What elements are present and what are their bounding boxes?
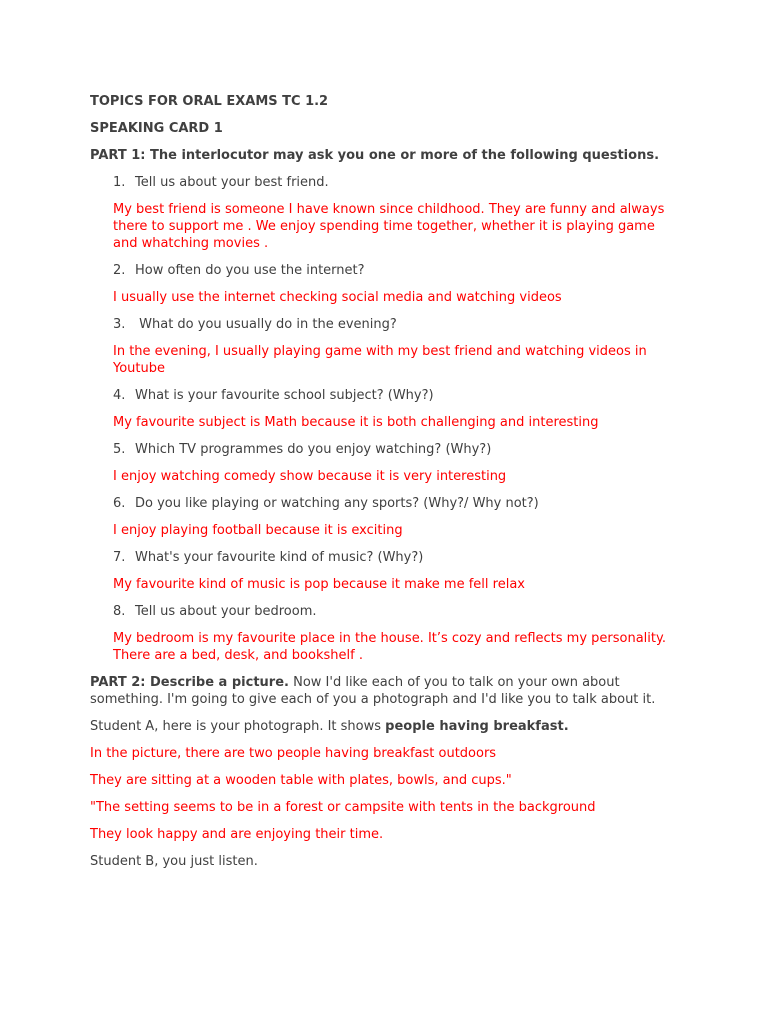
question-text (90, 387, 680, 404)
question-text (90, 316, 680, 333)
picture-answer-1: In the picture, there are two people having breakfast outdoors (90, 746, 497, 761)
question-7 (90, 549, 680, 593)
question-label: Do you like playing or watching any sports? (Why?/ Why not?) (135, 496, 539, 511)
part2-paragraph (90, 674, 680, 708)
answer-text: In the evening, I usually playing game with my best friend and watching videos in Youtube (113, 344, 647, 376)
student-a-instruction (90, 718, 680, 735)
question-label: What do you usually do in the evening? (135, 317, 397, 332)
answer-text: My bedroom is my favourite place in the house. It’s cozy and reflects my personality. There are a bed, desk, and bookshelf . (113, 631, 666, 663)
answer-text: I enjoy playing football because it is exciting (113, 523, 403, 538)
question-number: 1. (113, 175, 126, 190)
document-title: TOPICS FOR ORAL EXAMS TC 1.2 (90, 94, 329, 109)
document-page (90, 93, 680, 880)
picture-answer-4: They look happy and are enjoying their time. (90, 827, 384, 842)
student-a-text: Student A, here is your photograph. It shows (90, 719, 386, 734)
part2-text: Now I'd like each of you to talk on your own about something. I'm going to give each of you a photograph and I'd like you to talk about it. (90, 675, 656, 707)
question-number: 4. (113, 388, 126, 403)
question-number: 7. (113, 550, 126, 565)
student-b-instruction: Student B, you just listen. (90, 854, 258, 869)
question-8 (90, 603, 680, 664)
question-1 (90, 174, 680, 252)
student-a-topic: people having breakfast. (385, 719, 569, 734)
question-label: Tell us about your bedroom. (135, 604, 317, 619)
question-label: Tell us about your best friend. (135, 175, 329, 190)
question-4 (90, 387, 680, 431)
question-number: 8. (113, 604, 126, 619)
answer-text: I enjoy watching comedy show because it is very interesting (113, 469, 507, 484)
question-text (90, 603, 680, 620)
question-label: What is your favourite school subject? (Why?) (135, 388, 434, 403)
question-5 (90, 441, 680, 485)
question-label: What's your favourite kind of music? (Why?) (135, 550, 424, 565)
question-3 (90, 316, 680, 377)
question-number: 5. (113, 442, 126, 457)
question-label: Which TV programmes do you enjoy watching? (Why?) (135, 442, 492, 457)
question-text (90, 441, 680, 458)
answer-text: I usually use the internet checking social media and watching videos (113, 290, 562, 305)
question-number: 6. (113, 496, 126, 511)
question-text (90, 495, 680, 512)
picture-answer-2: They are sitting at a wooden table with plates, bowls, and cups." (90, 773, 512, 788)
question-6 (90, 495, 680, 539)
part2-label: PART 2: Describe a picture. (90, 675, 289, 690)
picture-answer-3: "The setting seems to be in a forest or campsite with tents in the background (90, 800, 596, 815)
question-number: 2. (113, 263, 126, 278)
part1-heading: PART 1: The interlocutor may ask you one or more of the following questions. (90, 148, 660, 163)
answer-text: My best friend is someone I have known since childhood. They are funny and always there to support me . We enjoy spending time together, whether it is playing game and whatching movies . (113, 202, 665, 251)
question-label: How often do you use the internet? (135, 263, 365, 278)
question-2 (90, 262, 680, 306)
speaking-card-heading: SPEAKING CARD 1 (90, 121, 223, 136)
question-text (90, 262, 680, 279)
answer-text: My favourite subject is Math because it is both challenging and interesting (113, 415, 599, 430)
question-text (90, 174, 680, 191)
question-number: 3. (113, 317, 126, 332)
question-text (90, 549, 680, 566)
answer-text: My favourite kind of music is pop because it make me fell relax (113, 577, 525, 592)
